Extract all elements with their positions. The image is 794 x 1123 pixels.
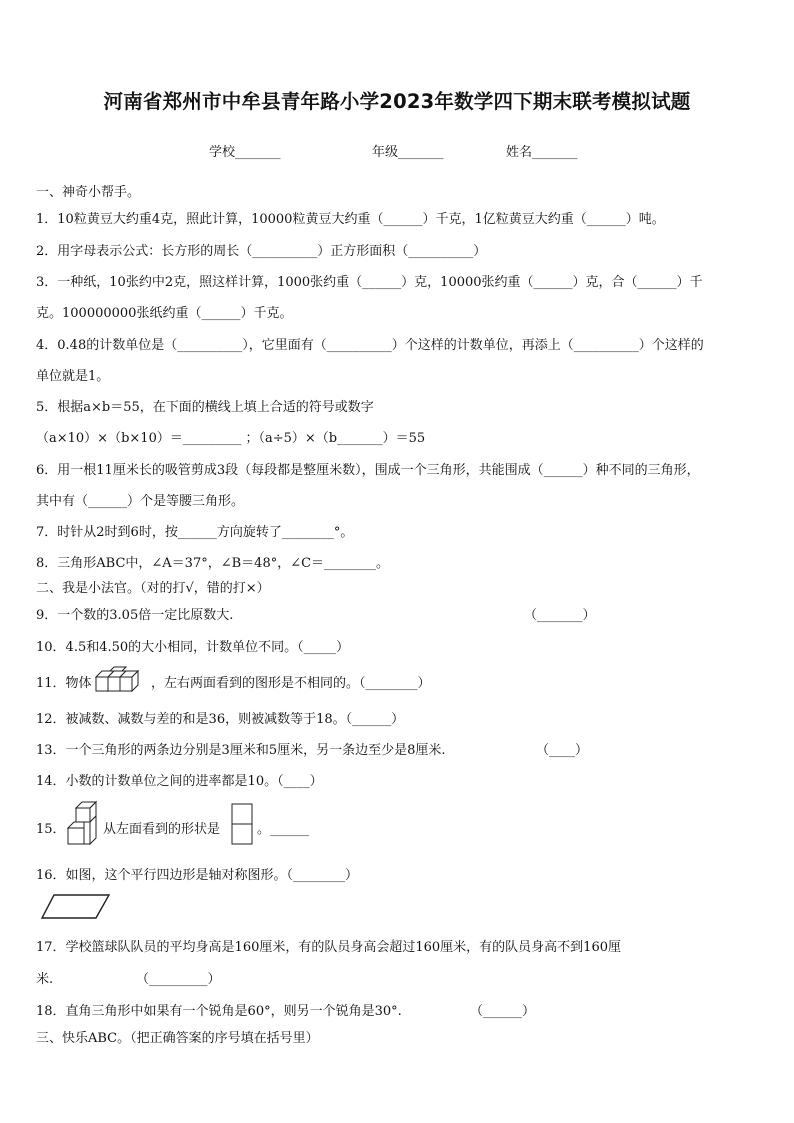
question-17-answer-blank: （_________） [136,972,221,987]
grade-field: 年级_______ [372,145,444,160]
question-4-line1: 4．0.48的计数单位是（__________），它里面有（__________）个这样的计数单位，再添上（__________）个这样的 [36,338,704,353]
question-18: 18．直角三角形中如果有一个锐角是60°，则另一个锐角是30°. [36,1004,402,1019]
question-15-text: 从左面看到的形状是 [103,822,221,837]
question-1: 1．10粒黄豆大约重4克，照此计算，10000粒黄豆大约重（______）千克，1亿粒黄豆大约重（______）吨。 [36,212,665,227]
question-11-text: ，左右两面看到的图形是不相同的。（________） [151,676,431,691]
question-10: 10．4.5和4.50的大小相同，计数单位不同。（_____） [36,640,350,655]
question-17-line2: 米. [36,972,54,987]
left-view-figure [231,803,253,847]
page-title: 河南省郑州市中牟县青年路小学2023年数学四下期末联考模拟试题 [103,90,691,113]
question-3-line2: 克。100000000张纸约重（______）千克。 [36,306,293,321]
name-field: 姓名_______ [506,145,578,160]
question-13: 13．一个三角形的两条边分别是3厘米和5厘米，另一条边至少是8厘米. [36,743,446,758]
question-16: 16．如图，这个平行四边形是轴对称图形。（________） [36,868,359,883]
question-15-prefix: 15． [36,822,66,837]
school-field: 学校_______ [209,145,281,160]
stacked-cubes-figure [66,800,100,852]
question-17-line1: 17．学校篮球队队员的平均身高是160厘米，有的队员身高会超过160厘米，有的队员身高不到160厘 [36,940,621,955]
parallelogram-figure [40,893,112,921]
section-1-heading: 一、神奇小帮手。 [36,185,141,200]
question-9: 9．一个数的3.05倍一定比原数大. [36,608,234,623]
question-18-answer-blank: （______） [470,1004,536,1019]
question-12: 12．被减数、减数与差的和是36，则被减数等于18。（______） [36,712,405,727]
question-5: 5．根据a×b＝55，在下面的横线上填上合适的符号或数字 [36,400,374,415]
question-13-answer-blank: （____） [536,743,589,758]
section-2-heading: 二、我是小法官。（对的打√，错的打×） [36,581,270,596]
question-8: 8．三角形ABC中，∠A＝37°，∠B＝48°，∠C＝________。 [36,556,390,571]
question-11-prefix: 11．物体 [36,676,92,691]
cube-blocks-figure [92,665,150,695]
section-3-heading: 三、快乐ABC。（把正确答案的序号填在括号里） [36,1031,319,1046]
question-14: 14．小数的计数单位之间的进率都是10。（____） [36,774,323,789]
question-6-line1: 6．用一根11厘米长的吸管剪成3段（每段都是整厘米数），围成一个三角形，共能围成（______）种不同的三角形， [36,463,700,478]
question-5-expression: （a×10）×（b×10）＝_________ ；（a÷5）×（b_______）＝55 [36,431,426,446]
question-4-line2: 单位就是1。 [36,369,110,384]
question-2: 2．用字母表示公式：长方形的周长（__________）正方形面积（__________） [36,244,487,259]
question-3-line1: 3．一种纸，10张约中2克，照这样计算，1000张约重（______）克，10000张约重（______）克，合（______）千 [36,275,703,290]
question-6-line2: 其中有（______）个是等腰三角形。 [36,494,245,509]
question-15-blank: 。______ [257,822,310,837]
question-9-answer-blank: （_______） [524,608,596,623]
question-7: 7．时针从2时到6时，按______方向旋转了________°。 [36,525,354,540]
